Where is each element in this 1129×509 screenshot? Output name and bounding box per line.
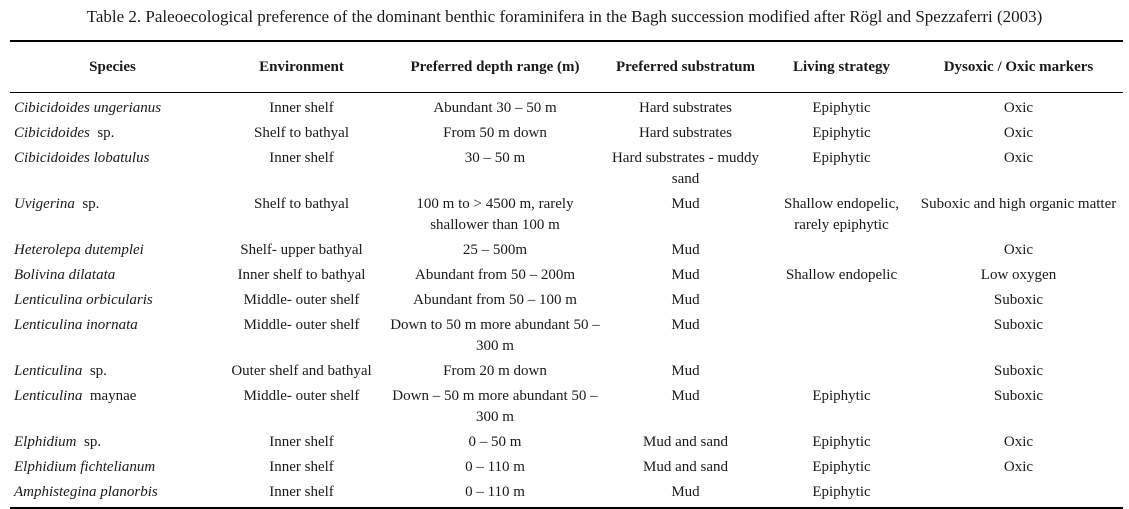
depth-cell: 0 – 110 m xyxy=(465,484,525,500)
table-row xyxy=(10,313,1123,359)
species-epithet: sp. xyxy=(97,125,115,141)
table-row xyxy=(10,455,1123,480)
substratum-cell: Mud xyxy=(671,388,700,404)
header-species: Species xyxy=(89,58,136,75)
species-epithet: orbicularis xyxy=(86,292,153,308)
species-cell xyxy=(10,93,215,122)
species-epithet: sp. xyxy=(89,363,107,379)
species-epithet: inornata xyxy=(86,317,138,333)
species-epithet: ungerianus xyxy=(93,100,162,116)
environment-cell: Inner shelf xyxy=(269,459,334,475)
substratum-cell: Mud xyxy=(671,292,700,308)
species-epithet: sp. xyxy=(84,434,102,450)
living-strategy-cell: Epiphytic xyxy=(812,484,871,500)
species-genus: Cibicidoides xyxy=(14,100,90,116)
species-cell xyxy=(10,146,215,192)
species-cell xyxy=(10,313,215,359)
living-strategy-cell xyxy=(769,238,914,263)
species-genus: Lenticulina xyxy=(14,292,83,308)
living-strategy-cell: Epiphytic xyxy=(812,125,871,141)
environment-cell: Inner shelf xyxy=(269,434,334,450)
substratum-cell: Hard substrates xyxy=(639,125,732,141)
header-markers: Dysoxic / Oxic markers xyxy=(943,58,1094,75)
table-caption: Table 2. Paleoecological preference of the dominant benthic foraminifera in the Bagh succession modified after Rögl and Spezzaferri (2003) xyxy=(86,7,1043,26)
substratum-cell: Hard substrates xyxy=(639,100,732,116)
marker-cell: Suboxic xyxy=(993,317,1044,333)
depth-cell: 0 – 50 m xyxy=(468,434,522,450)
species-cell xyxy=(10,384,215,430)
substratum-cell: Hard substrates - muddy sand xyxy=(611,150,760,187)
environment-cell: Middle- outer shelf xyxy=(243,292,360,308)
marker-cell: Suboxic xyxy=(993,292,1044,308)
header-living-strategy: Living strategy xyxy=(792,58,891,75)
depth-cell: 30 – 50 m xyxy=(464,150,526,166)
living-strategy-cell: Epiphytic xyxy=(812,150,871,166)
species-epithet: planorbis xyxy=(100,484,158,500)
species-cell xyxy=(10,121,215,146)
species-genus: Heterolepa xyxy=(14,242,81,258)
marker-cell: Oxic xyxy=(1003,150,1034,166)
species-genus: Amphistegina xyxy=(14,484,97,500)
species-genus: Lenticulina xyxy=(14,317,83,333)
species-genus: Cibicidoides xyxy=(14,125,90,141)
depth-cell: Down to 50 m more abundant 50 – 300 m xyxy=(390,317,600,354)
living-strategy-cell: Epiphytic xyxy=(812,434,871,450)
environment-cell: Inner shelf xyxy=(269,484,334,500)
species-epithet: fichtelianum xyxy=(80,459,156,475)
species-epithet: dutemplei xyxy=(84,242,144,258)
living-strategy-cell: Epiphytic xyxy=(812,100,871,116)
species-cell xyxy=(10,263,215,288)
environment-cell: Middle- outer shelf xyxy=(243,388,360,404)
living-strategy-cell: Epiphytic xyxy=(812,388,871,404)
species-genus: Cibicidoides xyxy=(14,150,90,166)
environment-cell: Inner shelf xyxy=(269,150,334,166)
table-row xyxy=(10,146,1123,192)
species-cell xyxy=(10,238,215,263)
living-strategy-cell: Epiphytic xyxy=(812,459,871,475)
table-row xyxy=(10,359,1123,384)
species-genus: Uvigerina xyxy=(14,196,75,212)
species-cell xyxy=(10,359,215,384)
depth-cell: 25 – 500m xyxy=(462,242,528,258)
substratum-cell: Mud xyxy=(671,242,700,258)
living-strategy-cell xyxy=(769,359,914,384)
environment-cell: Middle- outer shelf xyxy=(243,317,360,333)
species-genus: Lenticulina xyxy=(14,363,83,379)
marker-cell: Suboxic and high organic matter xyxy=(920,196,1117,212)
species-epithet: dilatata xyxy=(68,267,116,283)
depth-cell: Down – 50 m more abundant 50 – 300 m xyxy=(392,388,598,425)
substratum-cell: Mud and sand xyxy=(643,434,728,450)
environment-cell: Shelf- upper bathyal xyxy=(240,242,363,258)
table-header-row xyxy=(10,41,1123,93)
marker-cell: Oxic xyxy=(1003,242,1034,258)
depth-cell: Abundant 30 – 50 m xyxy=(433,100,557,116)
header-depth: Preferred depth range (m) xyxy=(410,58,580,75)
marker-cell: Oxic xyxy=(1003,125,1034,141)
species-epithet: maynae xyxy=(89,388,137,404)
table-row xyxy=(10,121,1123,146)
depth-cell: From 20 m down xyxy=(443,363,547,379)
species-cell xyxy=(10,430,215,455)
species-epithet: lobatulus xyxy=(93,150,150,166)
substratum-cell: Mud and sand xyxy=(643,459,728,475)
marker-cell xyxy=(914,480,1123,508)
table-row xyxy=(10,238,1123,263)
environment-cell: Outer shelf and bathyal xyxy=(231,363,372,379)
marker-cell: Suboxic xyxy=(993,363,1044,379)
table-row xyxy=(10,192,1123,238)
species-genus: Elphidium xyxy=(14,434,77,450)
substratum-cell: Mud xyxy=(671,267,700,283)
species-epithet: sp. xyxy=(82,196,100,212)
species-genus: Elphidium xyxy=(14,459,77,475)
species-cell xyxy=(10,192,215,238)
marker-cell: Low oxygen xyxy=(980,267,1057,283)
table-row xyxy=(10,263,1123,288)
living-strategy-cell xyxy=(769,313,914,359)
depth-cell: Abundant from 50 – 200m xyxy=(415,267,575,283)
species-cell xyxy=(10,455,215,480)
substratum-cell: Mud xyxy=(671,363,700,379)
table-row xyxy=(10,430,1123,455)
table-row xyxy=(10,93,1123,122)
environment-cell: Inner shelf xyxy=(269,100,334,116)
substratum-cell: Mud xyxy=(671,317,700,333)
living-strategy-cell: Shallow endopelic xyxy=(785,267,898,283)
living-strategy-cell: Shallow endopelic, rarely epiphytic xyxy=(784,196,899,233)
depth-cell: Abundant from 50 – 100 m xyxy=(413,292,577,308)
depth-cell: From 50 m down xyxy=(443,125,547,141)
environment-cell: Shelf to bathyal xyxy=(254,196,349,212)
table-row xyxy=(10,384,1123,430)
table-body xyxy=(10,93,1123,509)
table-row xyxy=(10,480,1123,508)
environment-cell: Inner shelf to bathyal xyxy=(237,267,366,283)
species-cell xyxy=(10,288,215,313)
marker-cell: Oxic xyxy=(1003,100,1034,116)
foraminifera-table xyxy=(10,40,1123,509)
depth-cell: 0 – 110 m xyxy=(465,459,525,475)
substratum-cell: Mud xyxy=(671,484,700,500)
species-genus: Bolivina xyxy=(14,267,65,283)
depth-cell: 100 m to > 4500 m, rarely shallower than 100 m xyxy=(416,196,574,233)
species-cell xyxy=(10,480,215,508)
marker-cell: Suboxic xyxy=(993,388,1044,404)
species-genus: Lenticulina xyxy=(14,388,83,404)
substratum-cell: Mud xyxy=(671,196,700,212)
environment-cell: Shelf to bathyal xyxy=(254,125,349,141)
marker-cell: Oxic xyxy=(1003,434,1034,450)
marker-cell: Oxic xyxy=(1003,459,1034,475)
table-row xyxy=(10,288,1123,313)
header-environment: Environment xyxy=(259,58,344,75)
header-substratum: Preferred substratum xyxy=(616,58,755,75)
living-strategy-cell xyxy=(769,288,914,313)
